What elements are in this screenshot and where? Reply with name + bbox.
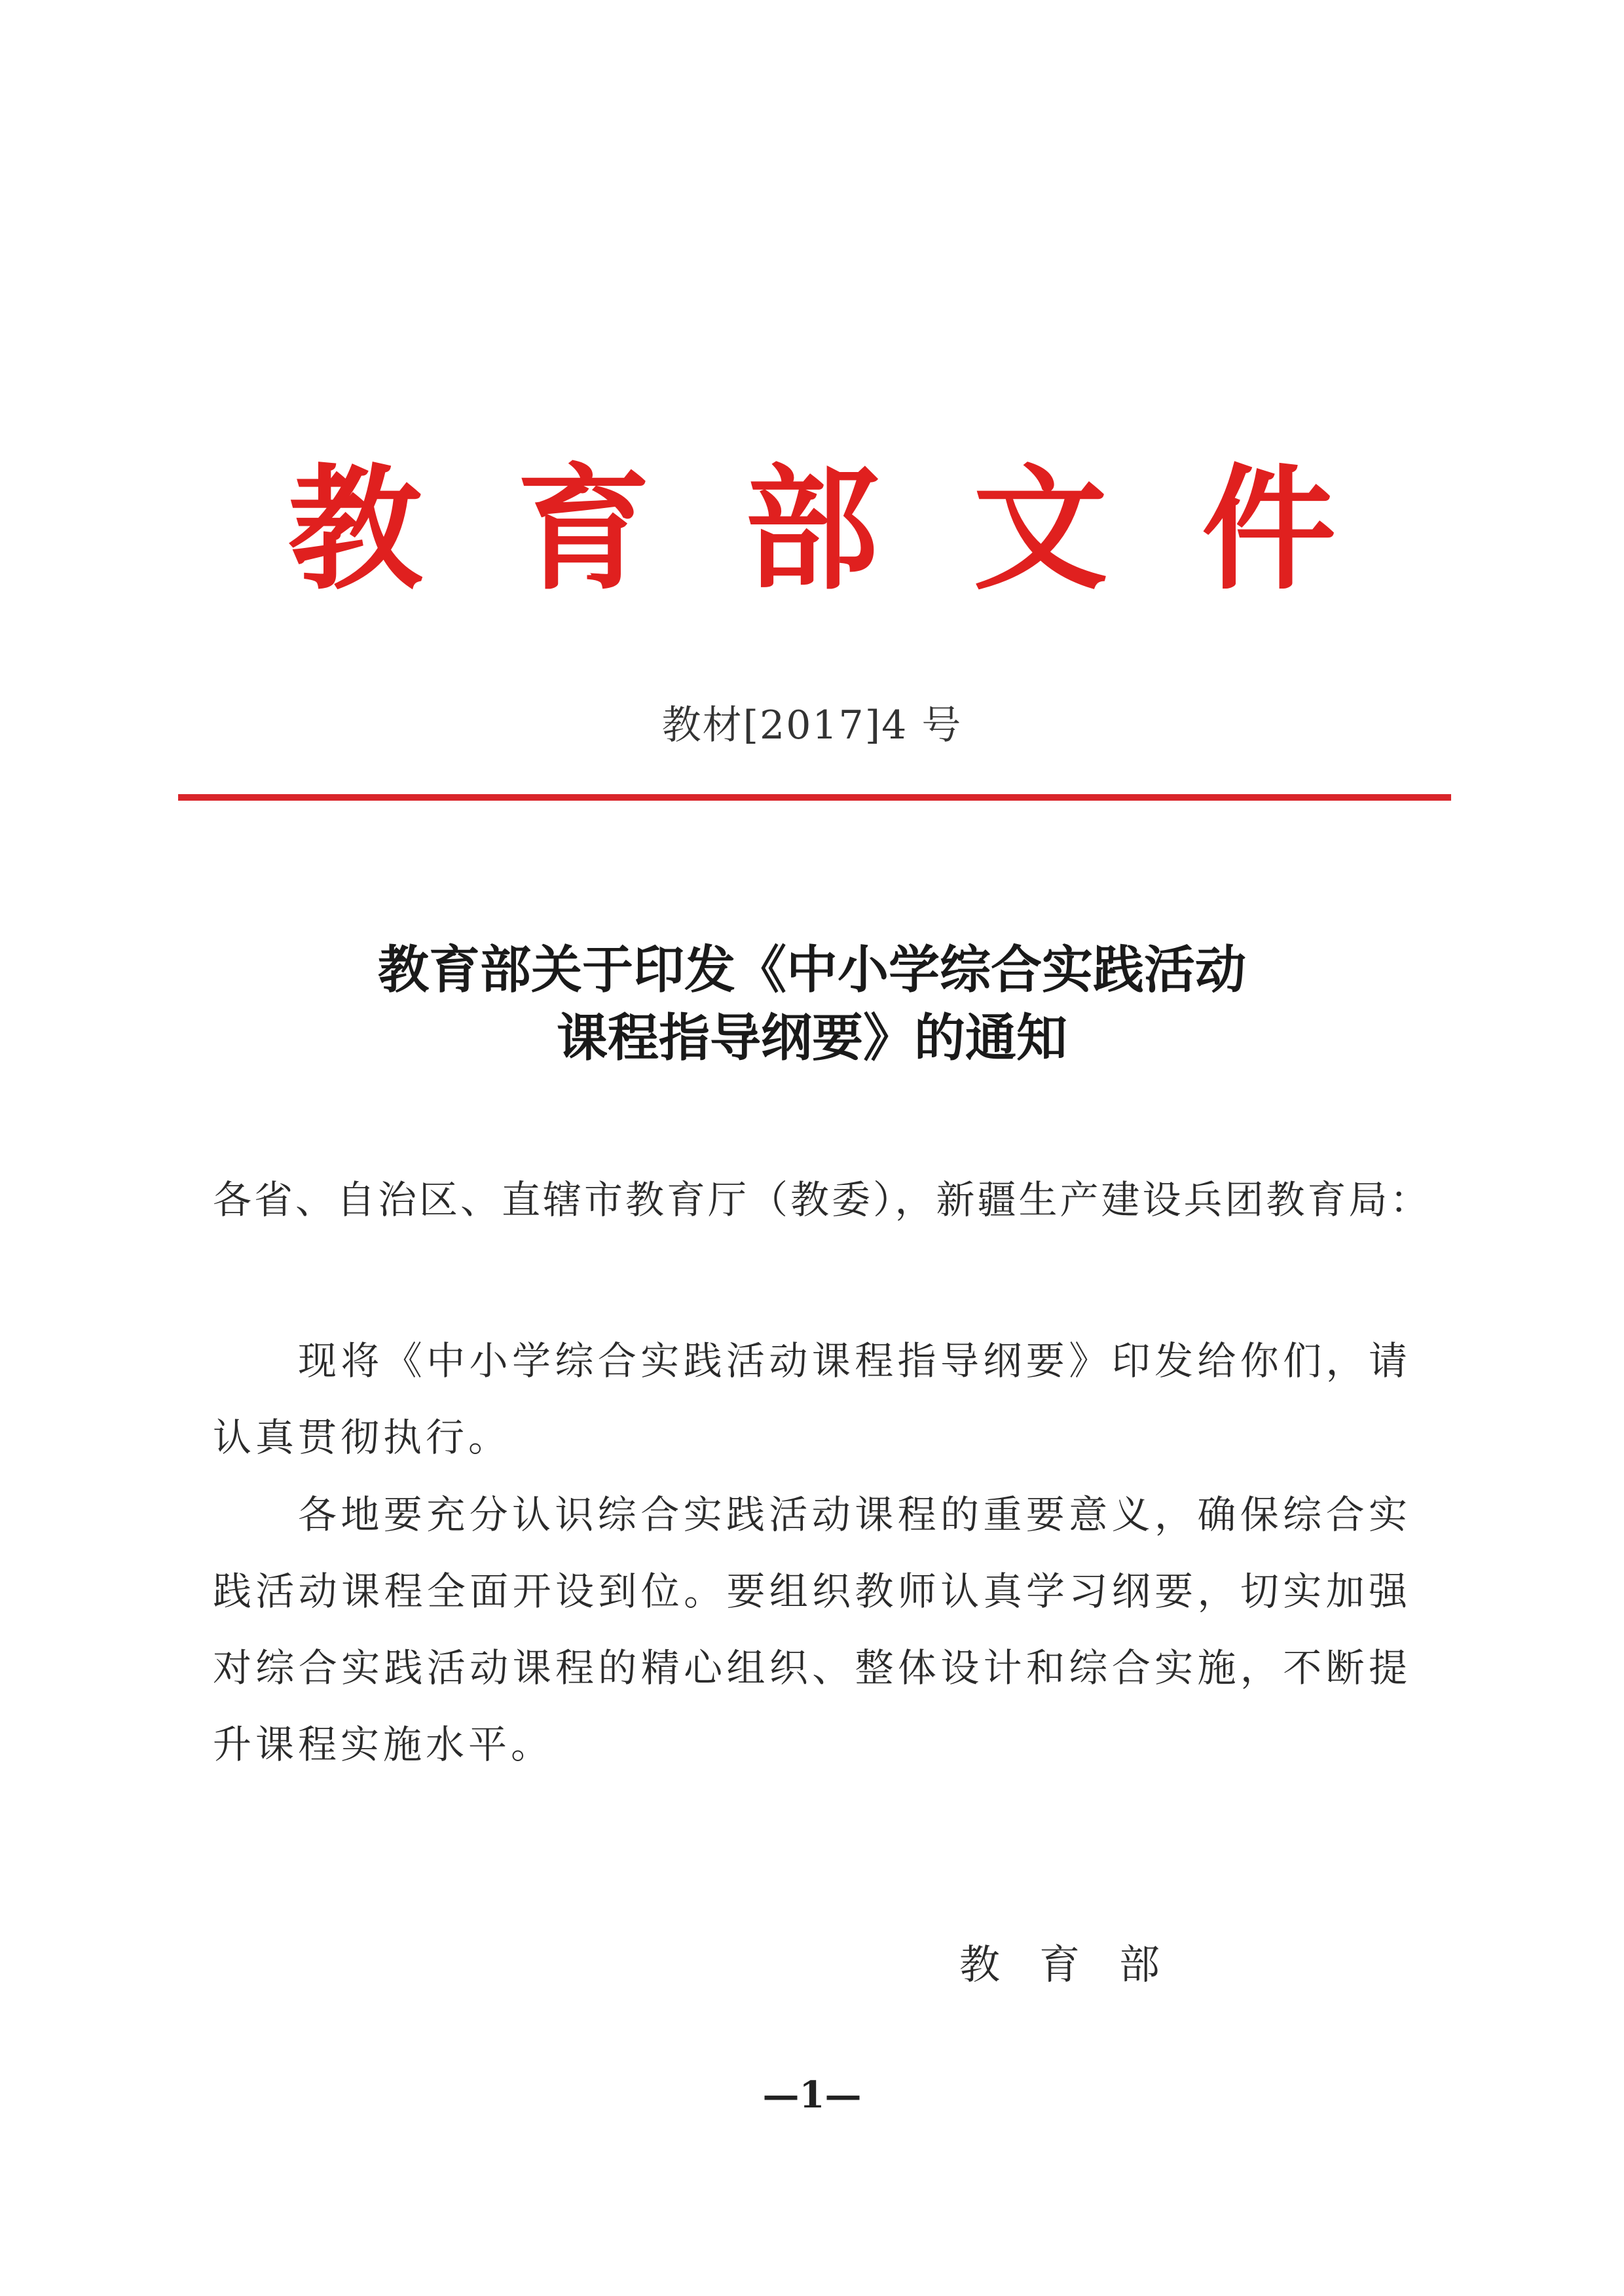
page-number: —1— xyxy=(762,2073,862,2117)
issuer-signature: 教育部 xyxy=(959,1941,1200,1988)
masthead-char: 部 xyxy=(745,452,879,608)
red-divider-line xyxy=(178,794,1451,801)
addressee-line: 各省、自治区、直辖市教育厅（教委），新疆生产建设兵团教育局： xyxy=(213,1177,1431,1222)
masthead-char: 件 xyxy=(1202,452,1336,608)
notice-title-line-2: 课程指导纲要》的通知 xyxy=(556,1009,1067,1068)
notice-title xyxy=(0,936,1624,1072)
notice-title-line-1: 教育部关于印发《中小学综合实践活动 xyxy=(377,941,1246,1000)
body-paragraph-2: 各地要充分认识综合实践活动课程的重要意义，确保综合实践活动课程全面开设到位。要组织教师认真学习纲要，切实加强对综合实践活动课程的精心组织、整体设计和综合实施，不断提升课程实施水平。 xyxy=(213,1492,1411,1767)
body-paragraph-1: 现将《中小学综合实践活动课程指导纲要》印发给你们，请认真贯彻执行。 xyxy=(213,1338,1411,1460)
masthead-char: 育 xyxy=(516,452,651,608)
masthead-char: 文 xyxy=(973,452,1108,608)
masthead-title xyxy=(288,452,1336,609)
document-number: 教材[2017]4 号 xyxy=(661,702,963,748)
masthead-char: 教 xyxy=(288,452,422,608)
